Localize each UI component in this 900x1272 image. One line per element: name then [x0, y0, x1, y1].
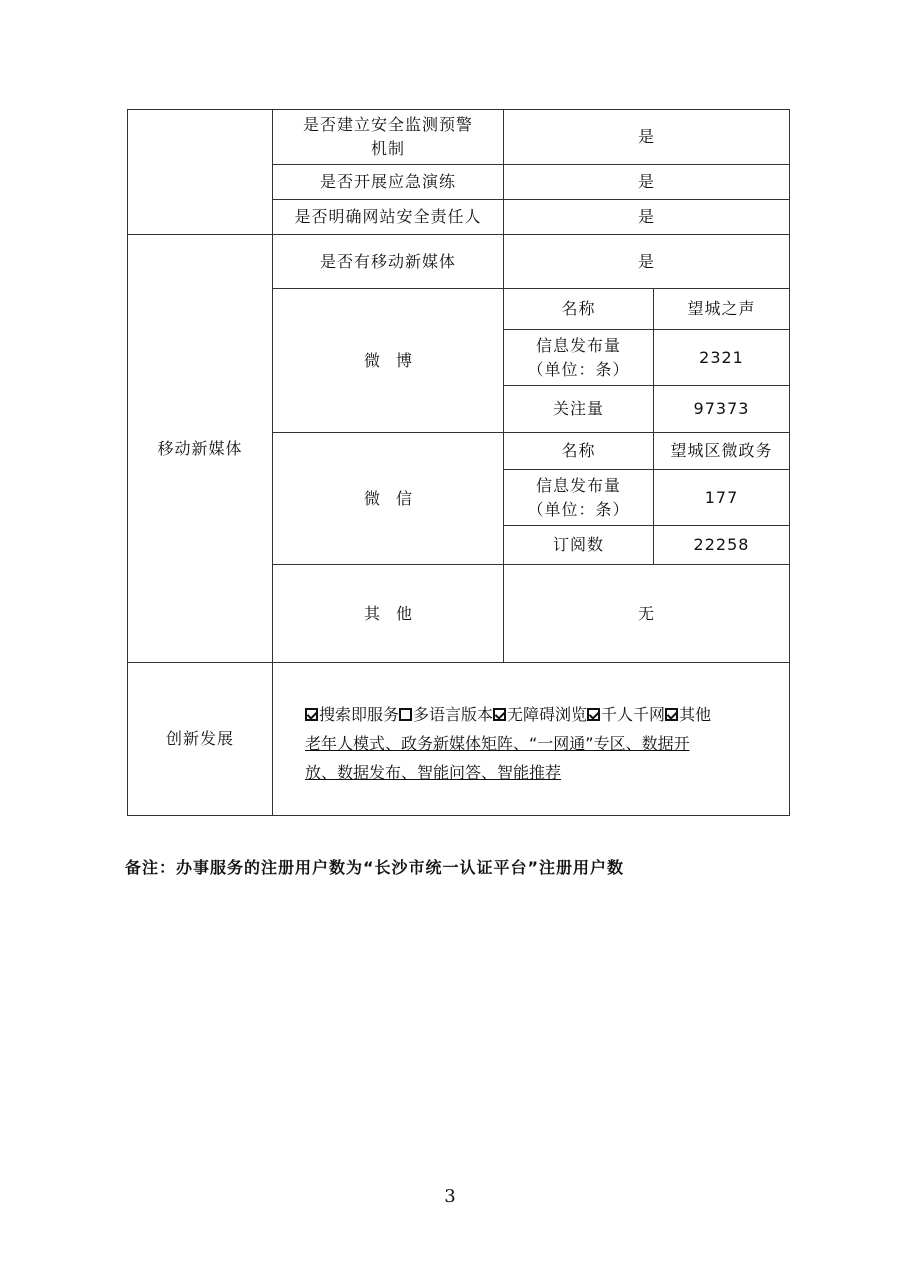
innovation-checkbox-row: [305, 700, 785, 729]
weibo-posts-value: 2321: [699, 347, 744, 367]
drill-label-cell: [272, 164, 504, 200]
option-personalized-label: 千人千网: [601, 705, 666, 724]
monitoring-value-cell: [503, 109, 790, 165]
wechat-label-cell: [272, 432, 504, 565]
weibo-followers-label-cell: [503, 385, 654, 433]
responsible-label: 是否明确网站安全责任人: [294, 207, 482, 226]
mobile-section-label-cell: [127, 234, 273, 663]
option-search-service-label: 搜索即服务: [319, 705, 400, 724]
other-value: 无: [637, 603, 655, 623]
wechat-name-value-cell: [653, 432, 790, 470]
has-mobile-label-cell: [272, 234, 504, 289]
innovation-label: 创新发展: [165, 729, 234, 748]
wechat-subscribers-label: 订阅数: [552, 535, 604, 554]
weibo-posts-label-line2: （单位：条）: [527, 359, 630, 379]
weibo-name-value-cell: [653, 288, 790, 330]
option-other-label: 其他: [679, 705, 712, 724]
weibo-posts-label-cell: [503, 329, 654, 386]
weibo-name-label: 名称: [561, 299, 596, 318]
option-accessibility-label: 无障碍浏览: [507, 705, 588, 724]
checkbox-accessibility[interactable]: [493, 708, 506, 721]
weibo-posts-label-line1: 信息发布量: [535, 335, 621, 355]
option-multilingual-label: 多语言版本: [413, 705, 494, 724]
monitoring-label-line2: 机制: [370, 139, 405, 158]
weibo-label: 微 博: [363, 350, 412, 370]
drill-value: 是: [637, 172, 655, 191]
weibo-name-label-cell: [503, 288, 654, 330]
monitoring-label-line1: 是否建立安全监测预警: [302, 115, 473, 134]
page-number: 3: [444, 1186, 456, 1207]
wechat-subscribers-label-cell: [503, 525, 654, 565]
footnote: 备注：办事服务的注册用户数为“长沙市统一认证平台”注册用户数: [125, 858, 625, 877]
responsible-value: 是: [637, 207, 655, 226]
responsible-value-cell: [503, 199, 790, 235]
wechat-posts-value: 177: [704, 487, 739, 507]
other-label: 其 他: [363, 603, 412, 623]
weibo-followers-value: 97373: [693, 399, 750, 418]
responsible-label-cell: [272, 199, 504, 235]
security-section-blank-cell: [127, 109, 273, 235]
weibo-followers-label: 关注量: [552, 399, 604, 418]
innovation-label-cell: [127, 662, 273, 816]
wechat-name-label: 名称: [561, 441, 596, 460]
monitoring-label-cell: [272, 109, 504, 165]
wechat-subscribers-value-cell: [653, 525, 790, 565]
wechat-posts-label-line2: （单位：条）: [527, 499, 630, 519]
wechat-name-label-cell: [503, 432, 654, 470]
wechat-posts-value-cell: [653, 469, 790, 526]
innovation-options: [305, 700, 785, 787]
weibo-name-value: 望城之声: [687, 299, 756, 318]
wechat-name-value: 望城区微政务: [670, 441, 773, 460]
checkbox-multilingual[interactable]: [399, 708, 412, 721]
checkbox-personalized[interactable]: [587, 708, 600, 721]
wechat-label: 微 信: [363, 488, 412, 508]
monitoring-value: 是: [637, 127, 655, 146]
wechat-posts-label-cell: [503, 469, 654, 526]
has-mobile-value: 是: [637, 251, 655, 271]
innovation-other-line2: 放、数据发布、智能问答、智能推荐: [305, 763, 562, 782]
innovation-other-line1: 老年人模式、政务新媒体矩阵、“一网通”专区、数据开: [305, 734, 690, 753]
other-value-cell: [503, 564, 790, 663]
weibo-followers-value-cell: [653, 385, 790, 433]
has-mobile-label: 是否有移动新媒体: [319, 251, 456, 271]
checkbox-search-service[interactable]: [305, 708, 318, 721]
other-label-cell: [272, 564, 504, 663]
drill-label: 是否开展应急演练: [319, 172, 456, 191]
mobile-section-label: 移动新媒体: [157, 438, 243, 458]
weibo-label-cell: [272, 288, 504, 433]
wechat-posts-label-line1: 信息发布量: [535, 475, 621, 495]
wechat-subscribers-value: 22258: [693, 535, 750, 554]
checkbox-other[interactable]: [665, 708, 678, 721]
has-mobile-value-cell: [503, 234, 790, 289]
drill-value-cell: [503, 164, 790, 200]
weibo-posts-value-cell: [653, 329, 790, 386]
